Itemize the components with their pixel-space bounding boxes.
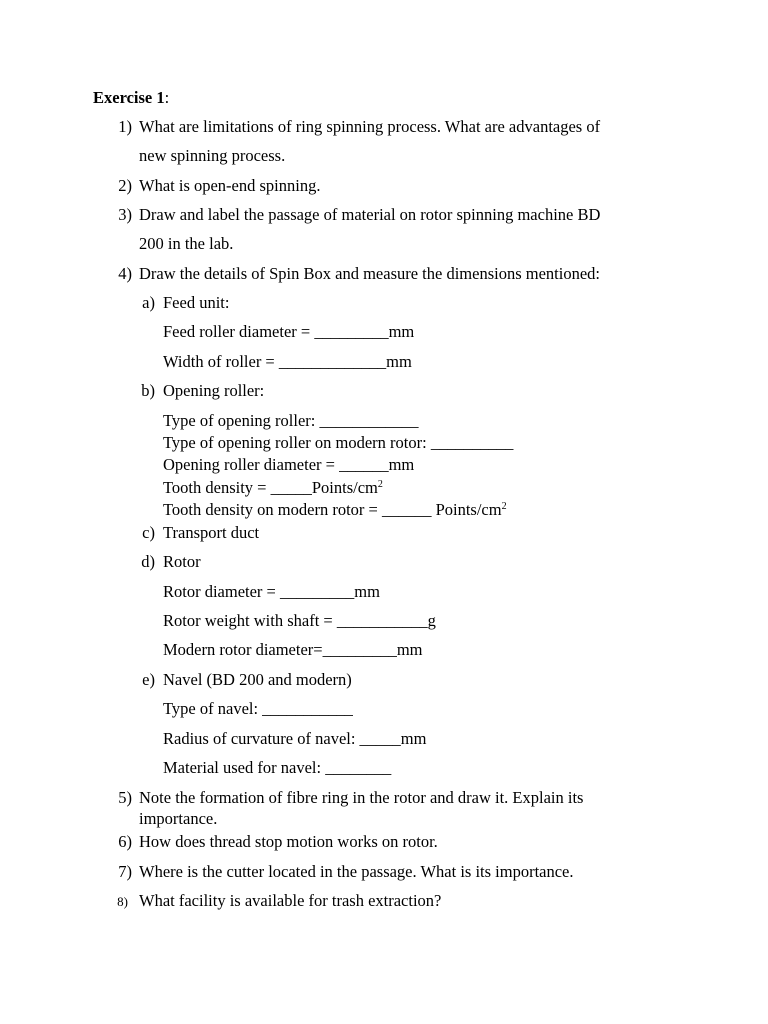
question-7-text: Where is the cutter located in the passage. What is its importance. xyxy=(139,862,574,881)
navel-material-blank: Material used for navel: ________ xyxy=(163,758,392,777)
sub-item-letter: b) xyxy=(141,381,155,400)
roller-width-blank: Width of roller = _____________mm xyxy=(163,352,412,371)
question-1-line-2: new spinning process. xyxy=(139,146,286,165)
modern-tooth-density-blank xyxy=(163,500,507,520)
question-1-line-1: What are limitations of ring spinning process. What are advantages of xyxy=(139,117,601,136)
question-number: 5) xyxy=(118,788,132,807)
question-number: 1) xyxy=(118,117,132,136)
feed-roller-diameter-blank: Feed roller diameter = _________mm xyxy=(163,322,415,341)
superscript-2: 2 xyxy=(501,501,507,512)
sub-item-letter: a) xyxy=(142,293,155,312)
navel-radius-blank: Radius of curvature of navel: _____mm xyxy=(163,729,427,748)
tooth-density-blank xyxy=(163,478,383,498)
sub-item-letter: d) xyxy=(141,552,155,571)
sub-item-letter: e) xyxy=(142,670,155,689)
rotor-weight-blank: Rotor weight with shaft = ___________g xyxy=(163,611,436,630)
navel-heading: Navel (BD 200 and modern) xyxy=(163,670,352,689)
navel-type-blank: Type of navel: ___________ xyxy=(163,699,353,718)
question-3-line-2: 200 in the lab. xyxy=(139,234,234,253)
modern-opening-roller-type-blank: Type of opening roller on modern rotor: __________ xyxy=(163,433,514,452)
feed-unit-heading: Feed unit: xyxy=(163,293,230,312)
opening-roller-heading: Opening roller: xyxy=(163,381,265,400)
question-number: 8) xyxy=(117,894,128,909)
question-5-line-1: Note the formation of fibre ring in the rotor and draw it. Explain its xyxy=(139,788,584,807)
rotor-heading: Rotor xyxy=(163,552,201,571)
rotor-diameter-blank: Rotor diameter = _________mm xyxy=(163,582,380,601)
transport-duct-heading: Transport duct xyxy=(163,523,260,542)
opening-roller-type-blank: Type of opening roller: ____________ xyxy=(163,411,419,430)
modern-rotor-diameter-blank: Modern rotor diameter=_________mm xyxy=(163,640,423,659)
question-6-text: How does thread stop motion works on rotor. xyxy=(139,832,438,851)
question-8-text: What facility is available for trash extraction? xyxy=(139,891,442,910)
question-number: 6) xyxy=(118,832,132,851)
question-3-line-1: Draw and label the passage of material on rotor spinning machine BD xyxy=(139,205,601,224)
question-2-text: What is open-end spinning. xyxy=(139,176,321,195)
sub-item-letter: c) xyxy=(142,523,155,542)
opening-roller-diameter-blank: Opening roller diameter = ______mm xyxy=(163,455,415,474)
exercise-title: Exercise 1 xyxy=(93,88,165,107)
tooth-density-text: Tooth density = _____Points/cm xyxy=(163,478,378,497)
question-number: 3) xyxy=(118,205,132,224)
modern-tooth-density-text: Tooth density on modern rotor = ______ Points/cm xyxy=(163,500,502,519)
question-number: 4) xyxy=(118,264,132,283)
superscript-2: 2 xyxy=(377,479,383,490)
question-4-text: Draw the details of Spin Box and measure the dimensions mentioned: xyxy=(139,264,600,283)
question-number: 7) xyxy=(118,862,132,881)
question-number: 2) xyxy=(118,176,132,195)
question-5-line-2: importance. xyxy=(139,809,218,828)
exercise-colon: : xyxy=(164,88,170,107)
exercise-heading xyxy=(93,88,169,108)
